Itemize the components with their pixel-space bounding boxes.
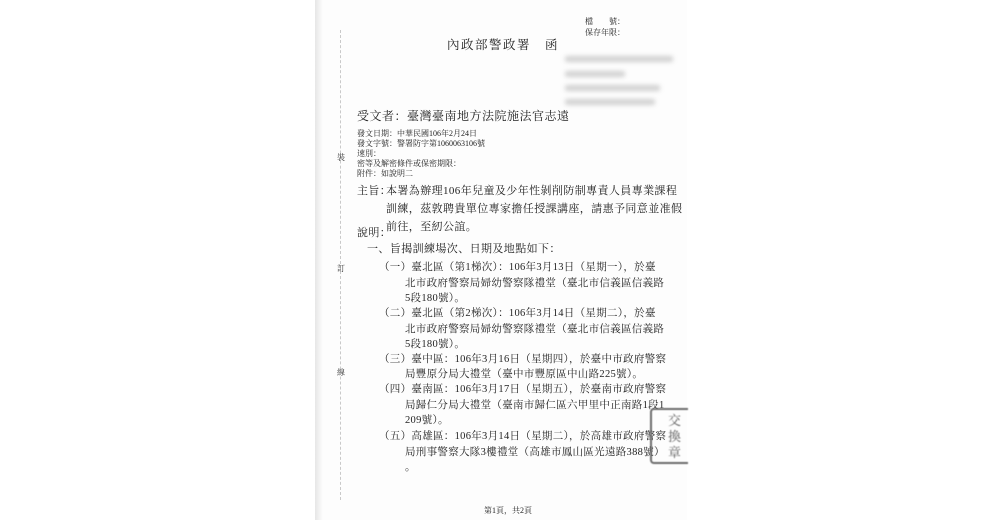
session-line: 。 — [405, 462, 416, 473]
exchange-stamp — [650, 408, 688, 464]
retention-period-label: 保存年限： — [585, 28, 625, 37]
session-line: 北市政府警察局婦幼警察隊禮堂（臺北市信義區信義路 — [405, 324, 665, 335]
page-edge-shadow — [315, 0, 323, 520]
subject-label: 主旨： — [357, 185, 392, 197]
session-line: （三）臺中區：106年3月16日（星期四），於臺中市政府警察 — [379, 354, 667, 365]
secrecy-level: 密等及解密條件或保密期限： — [357, 159, 461, 168]
session-line: 局歸仁分局大禮堂（臺南市歸仁區六甲里中正南路1段1 — [405, 400, 665, 411]
session-line: （五）高雄區：106年3月14日（星期二），於高雄市政府警察 — [379, 431, 667, 442]
document-title: 內政部警政署 函 — [447, 38, 560, 52]
subject-line: 本署為辦理106年兒童及少年性剝削防制專責人員專業課程 — [386, 185, 678, 197]
session-line: 北市政府警察局婦幼警察隊禮堂（臺北市信義區信義路 — [405, 278, 665, 289]
attachment: 附件：如說明二 — [357, 169, 413, 178]
recipient-label: 受文者： — [357, 109, 408, 123]
session-line: （一）臺北區（第1梯次）：106年3月13日（星期一），於臺 — [379, 262, 656, 273]
binding-mark-ding: 訂 — [337, 264, 345, 273]
session-line: 5段180號）。 — [405, 339, 466, 350]
section-one-heading: 一、旨揭訓練場次、日期及地點如下： — [367, 243, 561, 255]
redacted-line — [565, 99, 655, 105]
session-line: （四）臺南區：106年3月17日（星期五），於臺南市政府警察 — [379, 384, 667, 395]
binding-mark-zhuang: 裝 — [337, 153, 345, 162]
stamp-char: 交 — [668, 413, 682, 428]
session-line: 209號）。 — [405, 415, 449, 426]
recipient-name: 臺灣臺南地方法院施法官志遠 — [407, 109, 570, 123]
explanation-label: 說明： — [357, 227, 392, 239]
redacted-line — [565, 56, 673, 62]
issue-date: 發文日期：中華民國106年2月24日 — [357, 129, 477, 138]
stamp-char: 章 — [668, 445, 682, 460]
page-number: 第1頁，共2頁 — [484, 506, 532, 515]
binding-mark-xian: 線 — [337, 368, 345, 377]
redacted-line — [565, 85, 660, 91]
session-line: 5段180號）。 — [405, 293, 466, 304]
session-line: 局刑事警察大隊3樓禮堂（高雄市鳳山區光遠路388號） — [405, 447, 665, 458]
file-number-label: 檔 號： — [585, 17, 625, 26]
recipient-line — [357, 107, 570, 124]
session-line: （二）臺北區（第2梯次）：106年3月14日（星期二），於臺 — [379, 308, 656, 319]
document-number: 發文字號：警署防字第1060063106號 — [357, 139, 485, 148]
subject-line: 訓練，茲敦聘貴單位專家擔任授課講座，請惠予同意並准假 — [386, 203, 683, 215]
stamp-char: 換 — [668, 429, 682, 444]
redacted-line — [565, 71, 625, 77]
subject-line: 前往，至紉公誼。 — [386, 221, 478, 233]
delivery-speed: 速別： — [357, 149, 381, 158]
session-line: 局豐原分局大禮堂（臺中市豐原區中山路225號）。 — [405, 369, 644, 380]
